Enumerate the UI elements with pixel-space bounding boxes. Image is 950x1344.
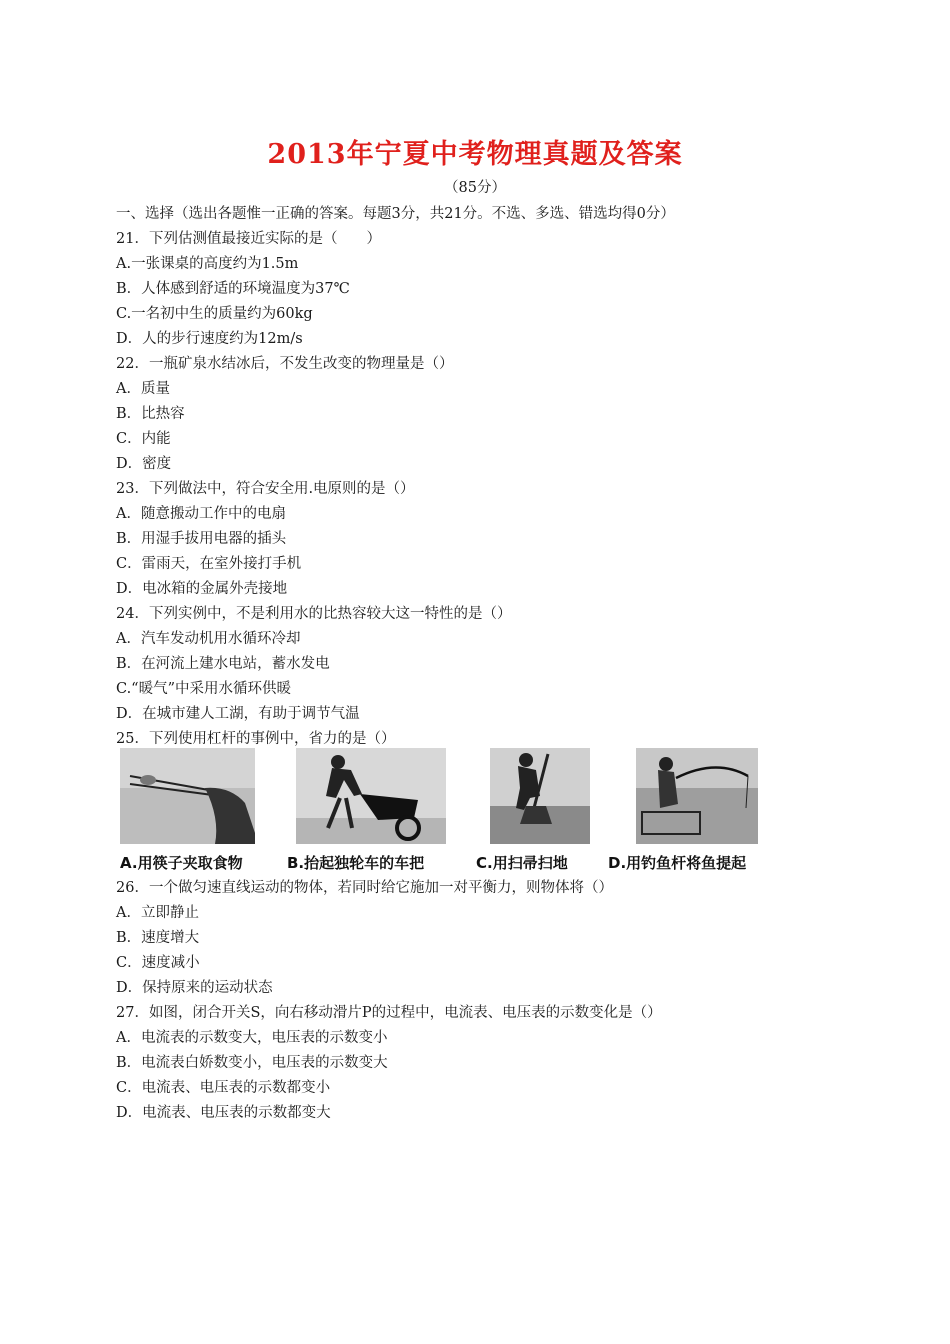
question-22-stem: 22．一瓶矿泉水结冰后，不发生改变的物理量是（）: [116, 356, 454, 372]
figure-broom: [490, 748, 590, 844]
question-22-option-b: B．比热容: [116, 406, 185, 422]
figure-caption-d: D.用钓鱼杆将鱼提起: [608, 854, 747, 872]
figure-caption-b: B.抬起独轮车的车把: [287, 854, 425, 872]
question-26-option-b: B．速度增大: [116, 930, 200, 946]
question-24-stem: 24．下列实例中，不是利用水的比热容较大这一特性的是（）: [116, 606, 512, 622]
question-26-option-c: C．速度减小: [116, 955, 200, 971]
question-24-option-d: D．在城市建人工湖，有助于调节气温: [116, 706, 360, 722]
section-instructions: 一、选择（选出各题惟一正确的答案。每题3分，共21分。不选、多选、错选均得0分）: [116, 206, 675, 222]
question-26-option-d: D．保持原来的运动状态: [116, 980, 273, 996]
question-27-option-b: B．电流表白娇数变小，电压表的示数变大: [116, 1055, 388, 1071]
question-27-option-d: D．电流表、电压表的示数都变大: [116, 1105, 331, 1121]
question-23-option-d: D．电冰箱的金属外壳接地: [116, 581, 288, 597]
question-27-stem: 27．如图，闭合开关S，向右移动滑片P的过程中，电流表、电压表的示数变化是（）: [116, 1005, 662, 1021]
question-21-option-a: A.一张课桌的高度约为1.5m: [116, 256, 299, 272]
question-22-option-d: D．密度: [116, 456, 172, 472]
question-24-option-c: C.“暖气”中采用水循环供暖: [116, 681, 292, 697]
question-22-option-c: C．内能: [116, 431, 171, 447]
question-23-option-b: B．用湿手拔用电器的插头: [116, 531, 287, 547]
figure-fishing-rod: [636, 748, 758, 844]
question-23-option-a: A．随意搬动工作中的电扇: [116, 506, 286, 522]
question-21-option-b: B．人体感到舒适的环境温度为37℃: [116, 281, 350, 297]
question-25-stem: 25．下列使用杠杆的事例中，省力的是（）: [116, 731, 396, 747]
total-score: （85分）: [444, 180, 506, 196]
figure-caption-a: A.用筷子夹取食物: [120, 854, 243, 872]
question-24-option-b: B．在河流上建水电站，蓄水发电: [116, 656, 330, 672]
question-22-option-a: A．质量: [116, 381, 170, 397]
question-26-stem: 26．一个做匀速直线运动的物体，若同时给它施加一对平衡力，则物体将（）: [116, 880, 613, 896]
question-23-stem: 23．下列做法中，符合安全用.电原则的是（）: [116, 481, 415, 497]
question-24-option-a: A．汽车发动机用水循环冷却: [116, 631, 301, 647]
figure-caption-c: C.用扫帚扫地: [476, 854, 568, 872]
figure-wheelbarrow: [296, 748, 446, 844]
question-21-option-c: C.一名初中生的质量约为60kg: [116, 306, 313, 322]
question-26-option-a: A．立即静止: [116, 905, 199, 921]
question-27-option-a: A．电流表的示数变大，电压表的示数变小: [116, 1030, 388, 1046]
figure-chopsticks: [120, 748, 255, 844]
question-23-option-c: C．雷雨天，在室外接打手机: [116, 556, 302, 572]
question-21-option-d: D．人的步行速度约为12m/s: [116, 331, 303, 347]
page-title: 2013年宁夏中考物理真题及答案: [267, 139, 683, 170]
question-27-option-c: C．电流表、电压表的示数都变小: [116, 1080, 331, 1096]
question-21-stem: 21．下列估测值最接近实际的是（ ）: [116, 231, 381, 247]
